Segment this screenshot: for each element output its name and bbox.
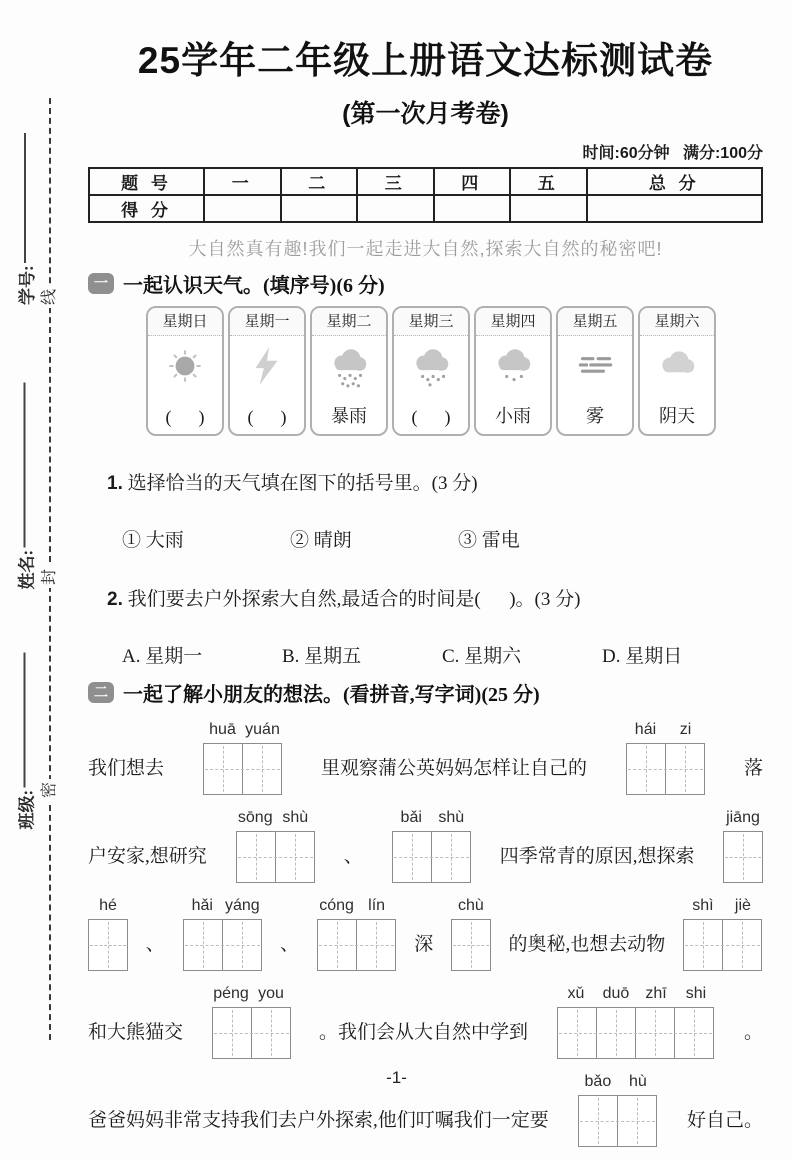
sentence-text: 爸爸妈妈非常支持我们去户外探索,他们叮嘱我们一定要 (88, 1110, 549, 1131)
pinyin-labels (625, 721, 705, 743)
weekday-label: 星期四 (476, 308, 550, 336)
fog-icon (558, 336, 632, 396)
writing-cells (392, 831, 471, 883)
page-number: -1- (386, 1068, 407, 1087)
score-table-question-label: 题 号 (89, 168, 204, 195)
weekday-label: 星期五 (558, 308, 632, 336)
answer-blank[interactable]: ( ) (411, 407, 451, 427)
writing-cell[interactable] (722, 919, 762, 971)
weather-label: 雾 (586, 406, 604, 426)
pinyin-labels (723, 809, 763, 831)
writing-cells (578, 1095, 657, 1147)
writing-cells (451, 919, 491, 971)
pinyin-labels (203, 721, 283, 743)
pinyin-label: lín (368, 897, 386, 914)
rain-icon (394, 336, 468, 396)
pinyin-box-group (88, 897, 128, 971)
writing-cell[interactable] (392, 831, 432, 883)
pinyin-label: sōng (237, 809, 273, 826)
pinyin-label: yáng (224, 897, 260, 914)
class-field[interactable] (14, 635, 36, 830)
answer-blank[interactable]: ( ) (247, 407, 287, 427)
score-table (88, 167, 763, 223)
writing-cell[interactable] (236, 831, 276, 883)
pinyin-label: xǔ (567, 985, 585, 1002)
pinyin-box-group (556, 985, 716, 1059)
sentence-text: 里观察蒲公英妈妈怎样让自己的 (320, 758, 587, 779)
pinyin-label: hù (628, 1073, 647, 1090)
weather-card (392, 306, 470, 436)
writing-cells (212, 1007, 291, 1059)
writing-cell[interactable] (203, 743, 243, 795)
pinyin-label: cóng (319, 897, 354, 914)
weekday-label: 星期日 (148, 308, 222, 336)
score-table-score-row (89, 195, 762, 222)
score-table-column-1: 一 (204, 168, 281, 195)
seal-char-xian: 线 (39, 286, 61, 308)
score-cell[interactable] (281, 195, 358, 222)
pinyin-box-group (182, 897, 262, 971)
pinyin-label: hǎi (191, 897, 213, 914)
writing-cell[interactable] (275, 831, 315, 883)
class-label: 班级: (17, 789, 36, 830)
pinyin-label: jiāng (726, 809, 760, 826)
writing-cell[interactable] (683, 919, 723, 971)
writing-cell[interactable] (557, 1007, 597, 1059)
writing-cell[interactable] (451, 919, 491, 971)
pinyin-label: hé (99, 897, 117, 914)
sun-icon (148, 336, 222, 396)
pinyin-line (88, 809, 763, 883)
answer-blank[interactable]: ( ) (165, 407, 205, 427)
pinyin-labels (391, 809, 471, 831)
lightning-icon (230, 336, 304, 396)
weather-cards (146, 306, 763, 436)
question-1-text: 选择恰当的天气填在图下的括号里。(3 分) (127, 473, 478, 494)
student-name-field[interactable] (14, 365, 36, 590)
section-two-title: 一起了解小朋友的想法。(看拼音,写字词)(25 分) (123, 684, 540, 706)
section-two-badge: 二 (88, 682, 114, 703)
writing-cell[interactable] (626, 743, 666, 795)
writing-cells (203, 743, 282, 795)
writing-cell[interactable] (88, 919, 128, 971)
pinyin-box-group (235, 809, 315, 883)
writing-cells (183, 919, 262, 971)
pinyin-labels (182, 897, 262, 919)
question-2-text: 我们要去户外探索大自然,最适合的时间是( )。(3 分) (127, 589, 581, 610)
writing-cells (723, 831, 763, 883)
sentence-text: 我们想去 (88, 758, 165, 779)
section-one-header (88, 269, 763, 298)
student-name-label: 姓名: (17, 549, 36, 590)
writing-cell[interactable] (356, 919, 396, 971)
class-blank[interactable] (24, 653, 26, 788)
seal-char-mi: 密 (39, 779, 61, 801)
section-one-badge: 一 (88, 273, 114, 294)
weekday-label: 星期一 (230, 308, 304, 336)
pinyin-box-group (723, 809, 763, 883)
score-table-column-2: 二 (281, 168, 358, 195)
sentence-text: 的奥秘,也想去动物 (508, 934, 666, 955)
student-id-blank[interactable] (24, 133, 26, 263)
question-2-number: 2. (107, 589, 123, 610)
weather-label: 暴雨 (331, 406, 367, 426)
pinyin-box-group (203, 721, 283, 795)
writing-cell[interactable] (674, 1007, 714, 1059)
writing-cells (236, 831, 315, 883)
pinyin-label: shi (685, 985, 707, 1002)
light-rain-icon (476, 336, 550, 396)
weather-label: 阴天 (659, 406, 695, 426)
pinyin-box-group (683, 897, 763, 971)
pinyin-box-group (451, 897, 491, 971)
weather-card (638, 306, 716, 436)
pinyin-labels (556, 985, 716, 1007)
pinyin-label: jiè (734, 897, 751, 914)
q2-option-3: C. 星期六 (442, 646, 522, 667)
question-1-options (122, 525, 763, 552)
writing-cells (557, 1007, 714, 1059)
pinyin-label: zhī (645, 985, 667, 1002)
writing-cell[interactable] (242, 743, 282, 795)
pinyin-line (88, 897, 763, 971)
intro-text: 大自然真有趣!我们一起走进大自然,探索大自然的秘密吧! (188, 239, 663, 259)
writing-cell[interactable] (212, 1007, 252, 1059)
score-cell[interactable] (434, 195, 511, 222)
weather-card (310, 306, 388, 436)
pinyin-labels (211, 985, 291, 1007)
pinyin-labels (88, 897, 128, 919)
sentence-text: 、 (343, 846, 363, 867)
question-2-options (122, 641, 763, 668)
score-table-column-4: 四 (434, 168, 511, 195)
pinyin-labels (683, 897, 763, 919)
writing-cell[interactable] (617, 1095, 657, 1147)
score-cell[interactable] (587, 195, 763, 222)
sentence-text: 落 (743, 758, 763, 779)
q1-option-1: ① 大雨 (122, 530, 184, 551)
writing-cell[interactable] (222, 919, 262, 971)
q1-option-2: ② 晴朗 (290, 530, 352, 551)
pinyin-line (88, 721, 763, 795)
sentence-text: 。我们会从大自然中学到 (318, 1022, 528, 1043)
weekday-label: 星期六 (640, 308, 714, 336)
student-name-blank[interactable] (24, 383, 26, 548)
writing-cells (626, 743, 705, 795)
cloudy-icon (640, 336, 714, 396)
pinyin-label: you (258, 985, 284, 1002)
q2-option-1: A. 星期一 (122, 646, 203, 667)
writing-cell[interactable] (596, 1007, 636, 1059)
q1-option-3: ③ 雷电 (458, 530, 520, 551)
pinyin-label: shù (282, 809, 309, 826)
pinyin-label: hái (634, 721, 657, 738)
pinyin-label: shì (692, 897, 714, 914)
pinyin-labels (451, 897, 491, 919)
question-2 (88, 562, 763, 633)
pinyin-box-group (317, 897, 397, 971)
q2-option-2: B. 星期五 (282, 646, 362, 667)
pinyin-label: chù (457, 897, 484, 914)
weather-label: 小雨 (495, 406, 531, 426)
q2-option-4: D. 星期日 (602, 646, 683, 667)
sentence-text: 和大熊猫交 (88, 1022, 184, 1043)
pinyin-label: bǎo (584, 1073, 612, 1090)
weather-card (556, 306, 634, 436)
pinyin-label: duō (602, 985, 630, 1002)
score-table-header-row (89, 168, 762, 195)
question-1-number: 1. (107, 473, 123, 494)
time-score-meta: 时间:60分钟 满分:100分 (582, 145, 763, 162)
score-table-score-label: 得 分 (89, 195, 204, 222)
pinyin-label: péng (213, 985, 249, 1002)
pinyin-label: yuán (245, 721, 280, 738)
writing-cell[interactable] (251, 1007, 291, 1059)
pinyin-labels (317, 897, 397, 919)
pinyin-label: bǎi (400, 809, 422, 826)
weather-card (474, 306, 552, 436)
sentence-text: 好自己。 (686, 1110, 763, 1131)
sentence-text: 深 (414, 934, 434, 955)
student-id-field[interactable] (14, 115, 36, 305)
section-one-title: 一起认识天气。(填序号)(6 分) (123, 275, 385, 297)
student-id-label: 学号: (17, 265, 37, 305)
score-cell[interactable] (204, 195, 281, 222)
writing-cell[interactable] (317, 919, 357, 971)
writing-cells (683, 919, 762, 971)
writing-cell[interactable] (431, 831, 471, 883)
heavy-rain-icon (312, 336, 386, 396)
pinyin-box-group (211, 985, 291, 1059)
sentence-text: 户安家,想研究 (88, 846, 207, 867)
page-title: 25学年二年级上册语文达标测试卷 (137, 40, 714, 81)
pinyin-box-group (391, 809, 471, 883)
pinyin-label: shù (438, 809, 465, 826)
score-table-column-6: 总 分 (587, 168, 763, 195)
writing-cell[interactable] (578, 1095, 618, 1147)
page-subtitle: (第一次月考卷) (342, 100, 509, 128)
question-1 (88, 446, 763, 517)
pinyin-label: huā (209, 721, 236, 738)
writing-cell[interactable] (723, 831, 763, 883)
pinyin-label: zi (679, 721, 692, 738)
writing-cell[interactable] (635, 1007, 675, 1059)
weekday-label: 星期三 (394, 308, 468, 336)
score-table-column-5: 五 (510, 168, 587, 195)
sentence-text: 。 (743, 1022, 763, 1043)
weather-card (228, 306, 306, 436)
pinyin-line (88, 985, 763, 1059)
pinyin-labels (235, 809, 315, 831)
writing-cell[interactable] (665, 743, 705, 795)
sentence-text: 、 (279, 934, 299, 955)
writing-cell[interactable] (183, 919, 223, 971)
section-two-header (88, 678, 763, 707)
pinyin-box-group (625, 721, 705, 795)
writing-cells (88, 919, 128, 971)
test-paper (88, 0, 763, 1161)
writing-cells (317, 919, 396, 971)
sentence-text: 四季常青的原因,想探索 (499, 846, 695, 867)
score-table-column-3: 三 (357, 168, 434, 195)
seal-char-feng: 封 (39, 566, 61, 588)
score-cell[interactable] (357, 195, 434, 222)
weather-card (146, 306, 224, 436)
score-cell[interactable] (510, 195, 587, 222)
weekday-label: 星期二 (312, 308, 386, 336)
sentence-text: 、 (145, 934, 165, 955)
